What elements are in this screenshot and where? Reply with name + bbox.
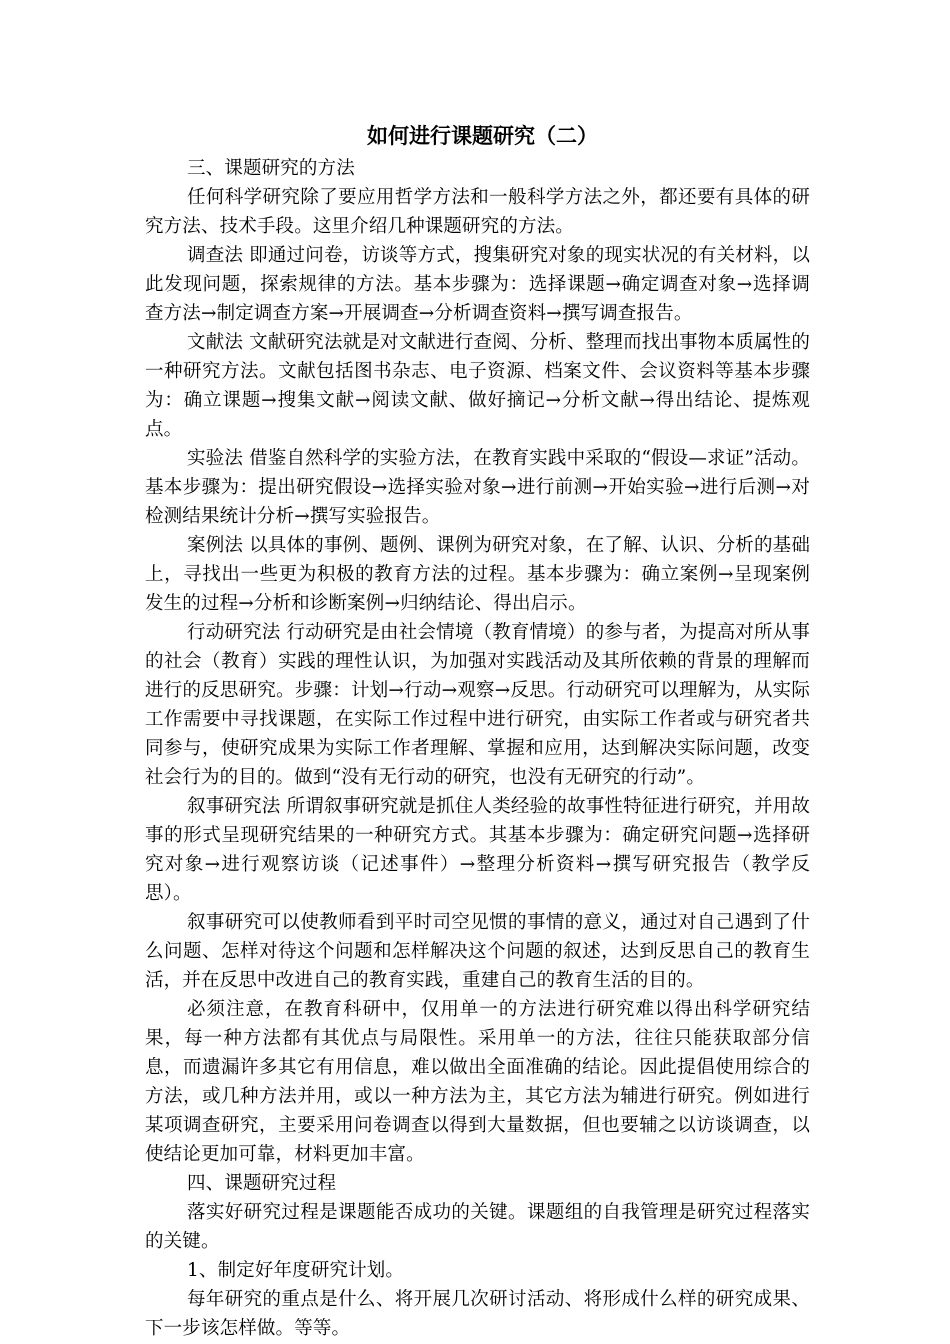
document-title: 如何进行课题研究（二） xyxy=(367,123,598,148)
paragraph-action-research: 行动研究法 行动研究是由社会情境（教育情境）的参与者，为提高对所从事的社会（教育）实践的理性认识，为加强对实践活动及其所依赖的背景的理解而进行的反思研究。步骤：计划→行动→观察→反思。行动研究可以理解为，从实际工作需要中寻找课题，在实际工作过程中进行研究，由实际工作者或与研究者共同参与，使研究成果为实际工作者理解、掌握和应用，达到解决实际问题，改变社会行为的目的。做到“没有无行动的研究，也没有无研究的行动”。 xyxy=(145,622,810,788)
paragraph-annual-plan-detail: 每年研究的重点是什么、将开展几次研讨活动、将形成什么样的研究成果、下一步该怎样做。等等。 xyxy=(145,1289,810,1339)
paragraph-survey-method: 调查法 即通过问卷，访谈等方式，搜集研究对象的现实状况的有关材料，以此发现问题，探索规律的方法。基本步骤为：选择课题→确定调查对象→选择调查方法→制定调查方案→开展调查→分析调查资料→撰写调查报告。 xyxy=(145,245,810,324)
document-page xyxy=(145,118,810,1343)
paragraph-combined-methods: 必须注意，在教育科研中，仅用单一的方法进行研究难以得出科学研究结果，每一种方法都有其优点与局限性。采用单一的方法，往往只能获取部分信息，而遗漏许多其它有用信息，难以做出全面准确的结论。因此提倡使用综合的方法，或几种方法并用，或以一种方法为主，其它方法为辅进行研究。例如进行某项调查研究，主要采用问卷调查以得到大量数据，但也要辅之以访谈调查，以使结论更加可靠，材料更加丰富。 xyxy=(145,999,810,1165)
section-heading-process: 四、课题研究过程 xyxy=(187,1173,337,1194)
section-heading-methods: 三、课题研究的方法 xyxy=(187,158,355,179)
paragraph-intro: 任何科学研究除了要应用哲学方法和一般科学方法之外，都还要有具体的研究方法、技术手段。这里介绍几种课题研究的方法。 xyxy=(145,187,810,237)
paragraph-annual-plan-heading: 1、制定好年度研究计划。 xyxy=(187,1260,405,1281)
paragraph-experiment-method: 实验法 借鉴自然科学的实验方法，在教育实践中采取的“假设—求证”活动。基本步骤为：提出研究假设→选择实验对象→进行前测→开始实验→进行后测→对检测结果统计分析→撰写实验报告。 xyxy=(145,448,810,527)
paragraph-literature-method: 文献法 文献研究法就是对文献进行查阅、分析、整理而找出事物本质属性的一种研究方法。文献包括图书杂志、电子资源、档案文件、会议资料等基本步骤为：确立课题→搜集文献→阅读文献、做好摘记→分析文献→得出结论、提炼观点。 xyxy=(145,332,810,440)
paragraph-narrative-value: 叙事研究可以使教师看到平时司空见惯的事情的意义，通过对自己遇到了什么问题、怎样对待这个问题和怎样解决这个问题的叙述，达到反思自己的教育生活，并在反思中改进自己的教育实践，重建自己的教育生活的目的。 xyxy=(145,912,810,991)
paragraph-case-method: 案例法 以具体的事例、题例、课例为研究对象，在了解、认识、分析的基础上，寻找出一些更为积极的教育方法的过程。基本步骤为：确立案例→呈现案例发生的过程→分析和诊断案例→归纳结论、得出启示。 xyxy=(145,535,810,614)
paragraph-narrative-research: 叙事研究法 所谓叙事研究就是抓住人类经验的故事性特征进行研究，并用故事的形式呈现研究结果的一种研究方式。其基本步骤为：确定研究问题→选择研究对象→进行观察访谈（记述事件）→整理分析资料→撰写研究报告（教学反思）。 xyxy=(145,796,810,904)
paragraph-process-key: 落实好研究过程是课题能否成功的关键。课题组的自我管理是研究过程落实的关键。 xyxy=(145,1202,810,1252)
